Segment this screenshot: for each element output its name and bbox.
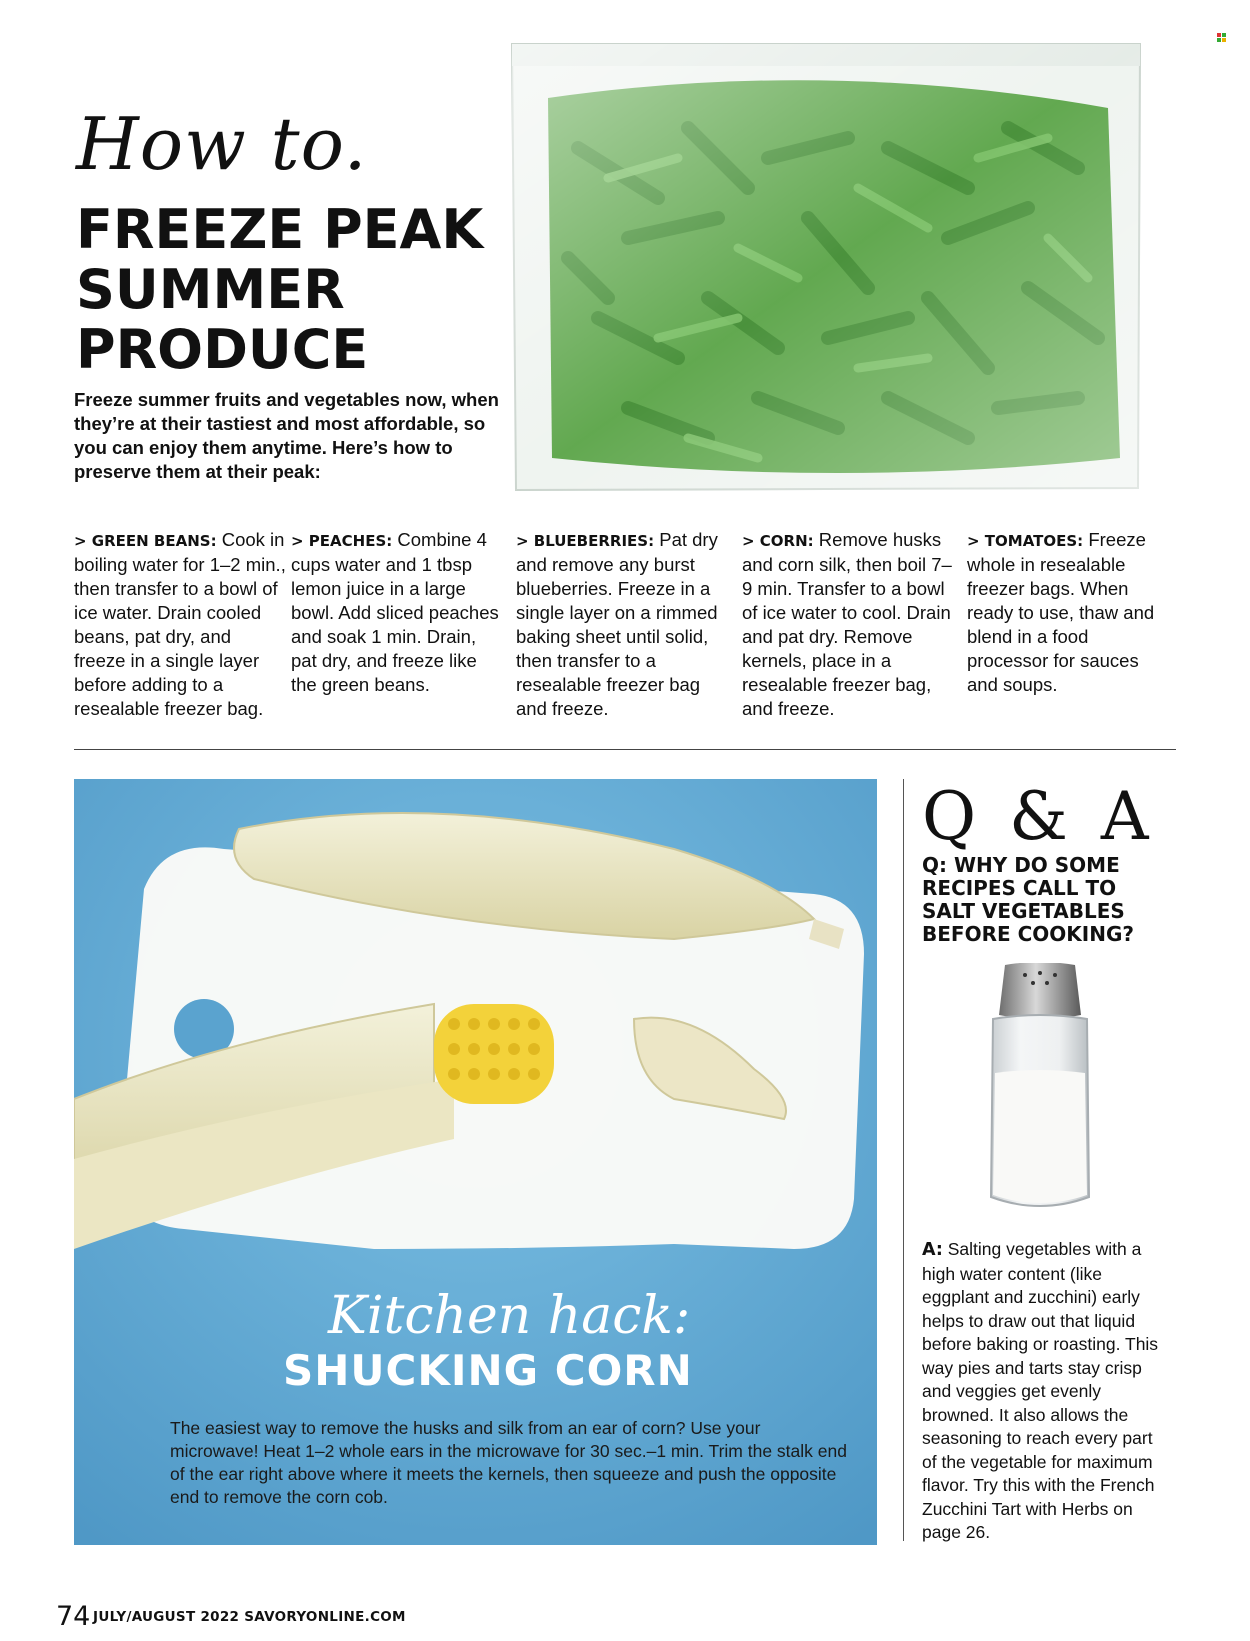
tip-label: > PEACHES: <box>291 532 393 550</box>
title-line: PRODUCE <box>76 318 369 381</box>
tip-green-beans <box>74 528 286 721</box>
tip-label: > TOMATOES: <box>967 532 1084 550</box>
tip-text: Remove husks and corn silk, then boil 7–9 min. Transfer to a bowl of ice water to cool. Drain and pat dry. Remove kernels, place in a resealable freezer bag, and freeze. <box>742 529 952 719</box>
kitchen-hack-body: The easiest way to remove the husks and silk from an ear of corn? Use your microwave! Heat 1–2 whole ears in the microwave for 30 sec.–1 min. Trim the stalk end of the ear right above where it meets the kernels, then squeeze and push the opposite end to remove the corn cob. <box>170 1418 847 1507</box>
tip-peaches <box>291 528 503 697</box>
tip-text: Pat dry and remove any burst blueberries. Freeze in a single layer on a rimmed baking sheet until solid, then transfer to a resealable freezer bag and freeze. <box>516 529 718 719</box>
qa-answer <box>922 1238 1167 1545</box>
intro-paragraph: Freeze summer fruits and vegetables now, when they’re at their tastiest and most affordable, so you can enjoy them anytime. Here’s how to preserve them at their peak: <box>74 389 499 482</box>
salt-shaker-photo <box>975 963 1105 1214</box>
tip-blueberries <box>516 528 728 721</box>
issue-line <box>93 1611 406 1625</box>
section-divider <box>74 749 1176 750</box>
site-url: SAVORYONLINE.COM <box>244 1609 406 1625</box>
qa-answer-label: A: <box>922 1240 943 1260</box>
tip-tomatoes <box>967 528 1167 697</box>
kitchen-hack-title: SHUCKING CORN <box>283 1346 693 1395</box>
tip-text: Cook in boiling water for 1–2 min., then transfer to a bowl of ice water. Drain cooled beans, pat dry, and freeze in a single layer before adding to a resealable freezer bag. <box>74 529 286 719</box>
green-beans-bag-photo <box>508 38 1144 494</box>
tip-label: > GREEN BEANS: <box>74 532 217 550</box>
kitchen-hack-kicker: Kitchen hack: <box>328 1286 691 1346</box>
title-line: SUMMER <box>76 258 345 321</box>
qa-question: Q: WHY DO SOME RECIPES CALL TO SALT VEGETABLES BEFORE COOKING? <box>922 853 1134 946</box>
qa-answer-text: Salting vegetables with a high water content (like eggplant and zucchini) early helps to draw out that liquid before baking or roasting. This way pies and tarts stay crisp and veggies get evenly browned. It also allows the seasoning to reach every part of the vegetable for maximum flavor. Try this with the French Zucchini Tart with Herbs on page 26. <box>922 1239 1159 1542</box>
how-to-kicker: How to. <box>76 102 368 186</box>
tip-text: Freeze whole in resealable freezer bags. When ready to use, thaw and blend in a food processor for sauces and soups. <box>967 529 1155 695</box>
page-number: 74 <box>56 1601 91 1632</box>
tip-label: > BLUEBERRIES: <box>516 532 655 550</box>
brand-corner-mark-icon <box>1217 33 1226 42</box>
title-line: FREEZE PEAK <box>76 198 484 261</box>
issue-date: JULY/AUGUST 2022 <box>93 1609 240 1625</box>
tip-label: > CORN: <box>742 532 814 550</box>
page-title <box>76 200 516 380</box>
qa-divider <box>903 779 904 1541</box>
qa-title: Q & A <box>922 778 1155 855</box>
tip-corn <box>742 528 954 721</box>
tip-text: Combine 4 cups water and 1 tbsp lemon juice in a large bowl. Add sliced peaches and soak 1 min. Drain, pat dry, and freeze like the green beans. <box>291 529 499 695</box>
